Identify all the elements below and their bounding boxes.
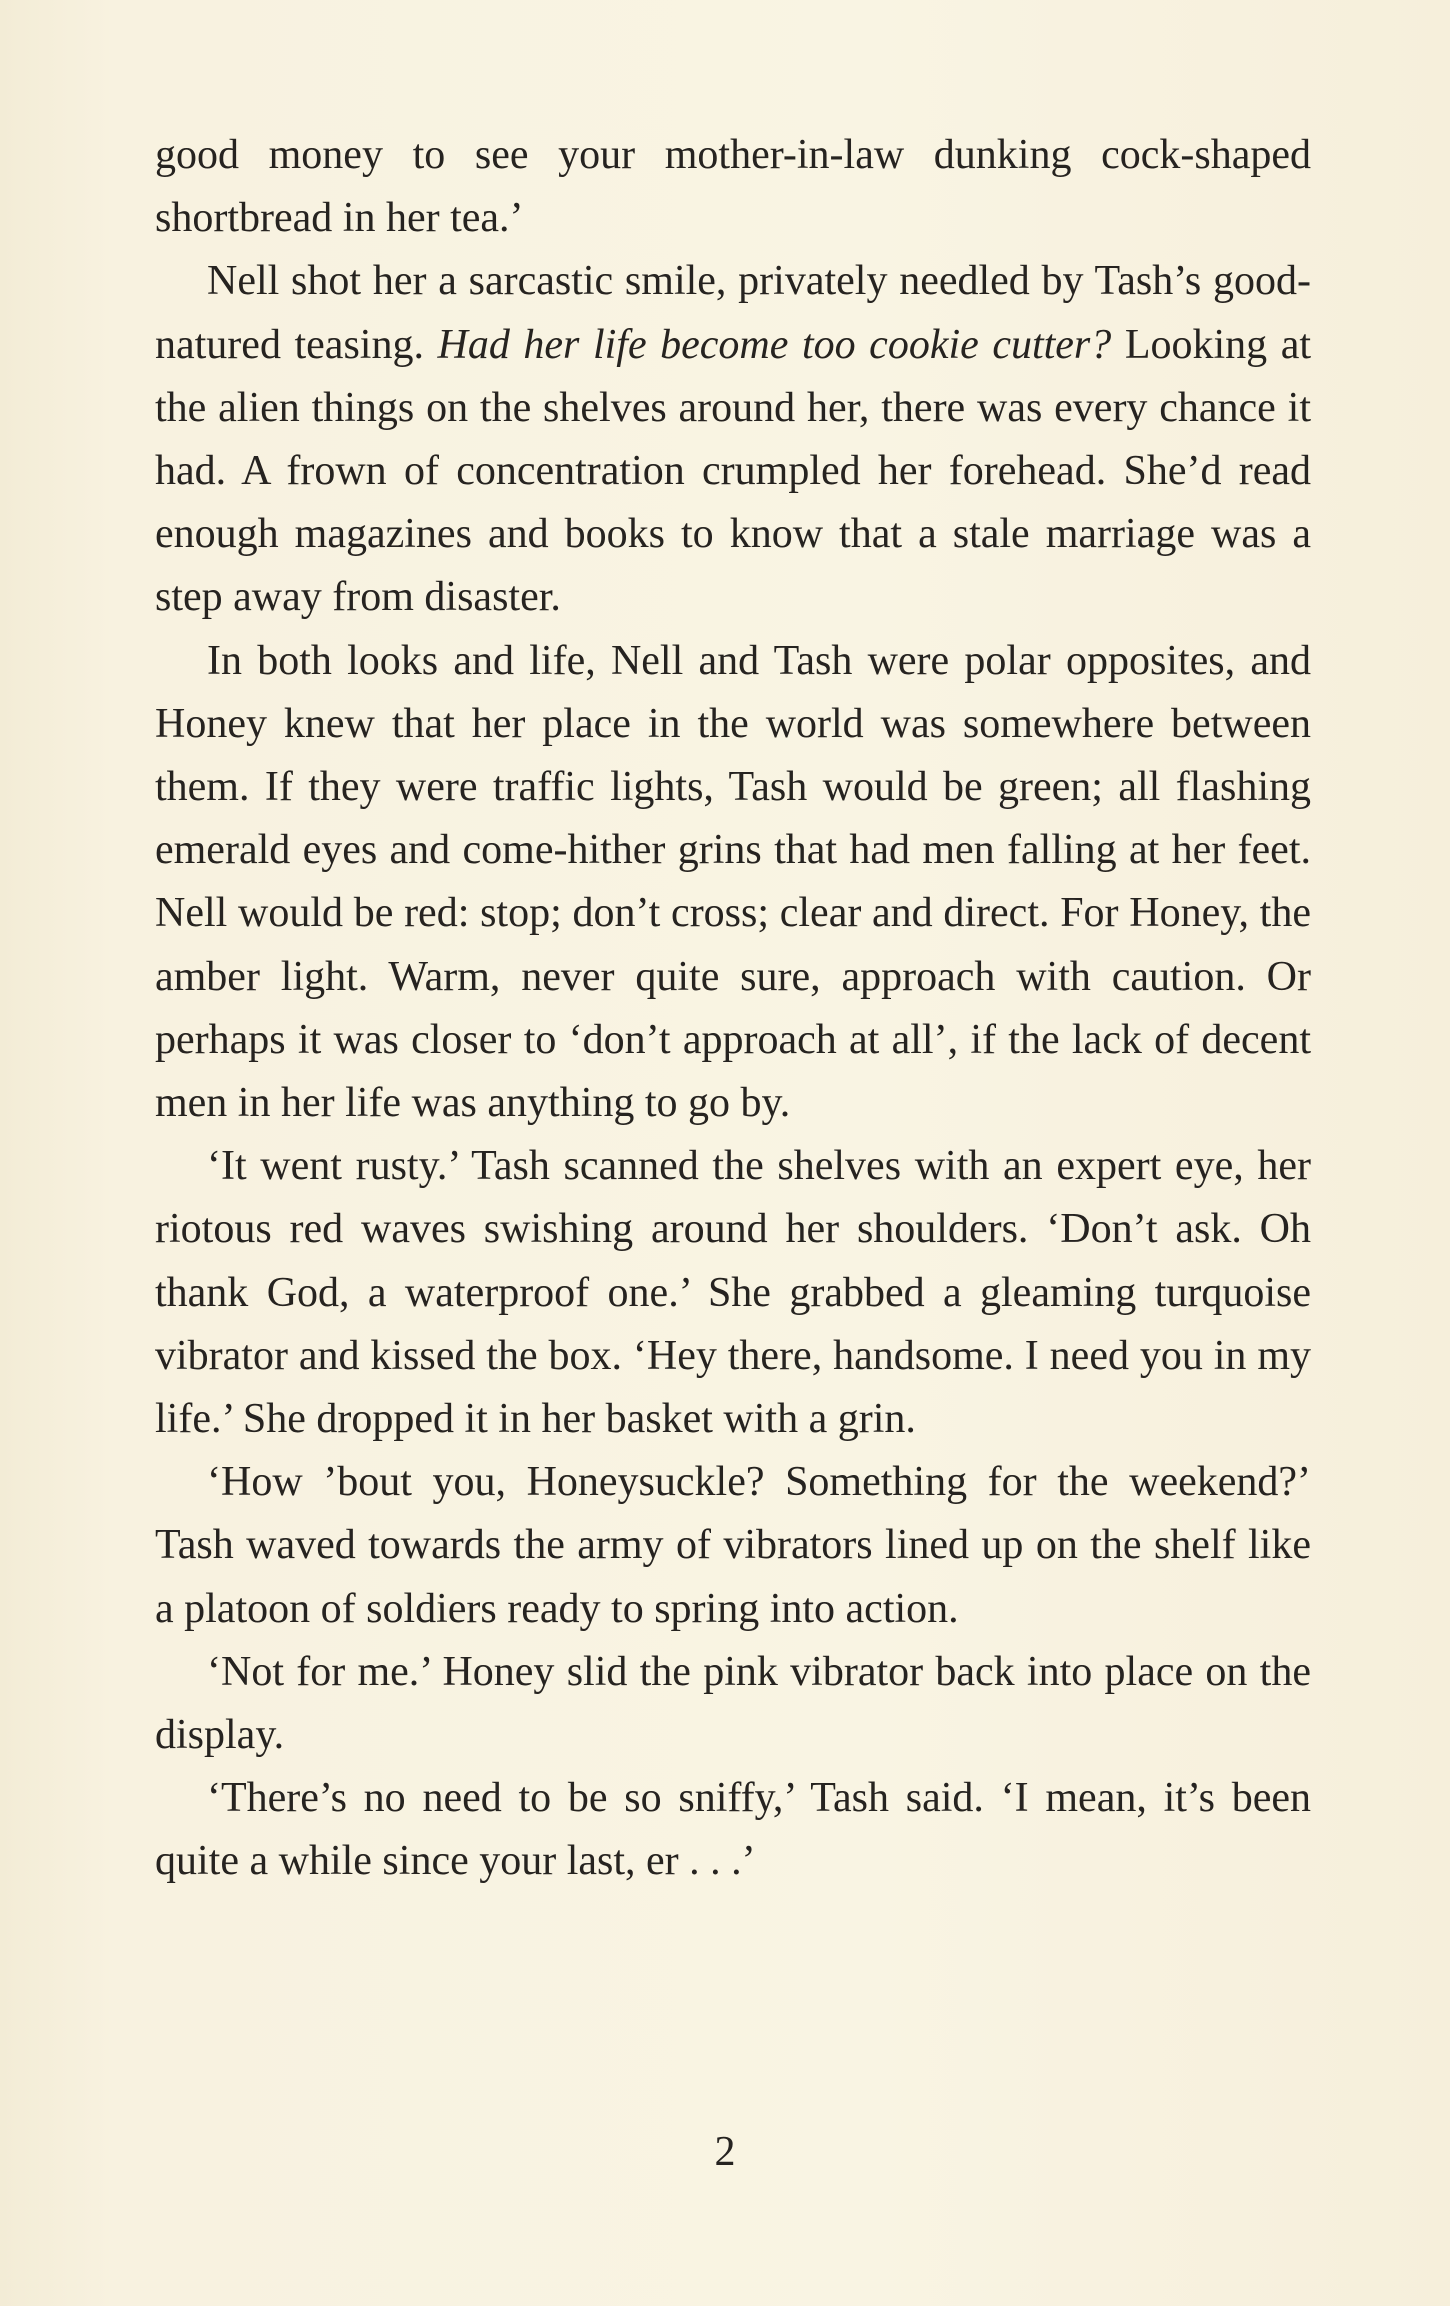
paragraph-7: ‘There’s no need to be so sniffy,’ Tash said. ‘I mean, it’s been quite a while since your last, er . . .’ [155, 1775, 1311, 1885]
paragraph-2-italic: Had her life become too cookie cutter? [437, 321, 1112, 368]
paragraph-2-continued: Looking at the alien things on the shelves around her, there was every chance it had. A frown of concentration crumpled her forehead. She’d read enough magazines and books to know that a stale marriage was a step away from disaster. [155, 321, 1312, 621]
paragraph-2-text: Nell shot her a sarcastic smile, privately needled by Tash’s good-natured teasing. [155, 258, 1311, 368]
paragraph-6: ‘Not for me.’ Honey slid the pink vibrator back into place on the display. [155, 1648, 1311, 1759]
paragraph-3: In both looks and life, Nell and Tash were polar opposites, and Honey knew that her place in the world was somewhere between them. If they were traffic lights, Tash would be green; all flashing emerald eyes and come-hither grins that had men falling at her feet. Nell would be red: stop; don’t cross; clear and direct. For Honey, the amber light. Warm, never quite sure, approach with caution. Or perhaps it was closer to ‘don’t approach at all’, if the lack of decent men in her life was anything to go by. [155, 637, 1311, 1127]
paragraph-2 [155, 250, 1311, 629]
paragraph-4: ‘It went rusty.’ Tash scanned the shelves with an expert eye, her riotous red waves swishing around her shoulders. ‘Don’t ask. Oh thank God, a waterproof one.’ She grabbed a gleaming turquoise vibrator and kissed the box. ‘Hey there, handsome. I need you in my life.’ She dropped it in her basket with a grin. [155, 1143, 1311, 1443]
paragraph-1: good money to see your mother-in-law dunking cock-shaped shortbread in her tea.’ [155, 132, 1311, 242]
body-text [155, 124, 1311, 1894]
page-number: 2 [714, 2129, 736, 2175]
paragraph-5: ‘How ’bout you, Honeysuckle? Something for the weekend?’ Tash waved towards the army of vibrators lined up on the shelf like a platoon of soldiers ready to spring into action. [155, 1459, 1311, 1632]
